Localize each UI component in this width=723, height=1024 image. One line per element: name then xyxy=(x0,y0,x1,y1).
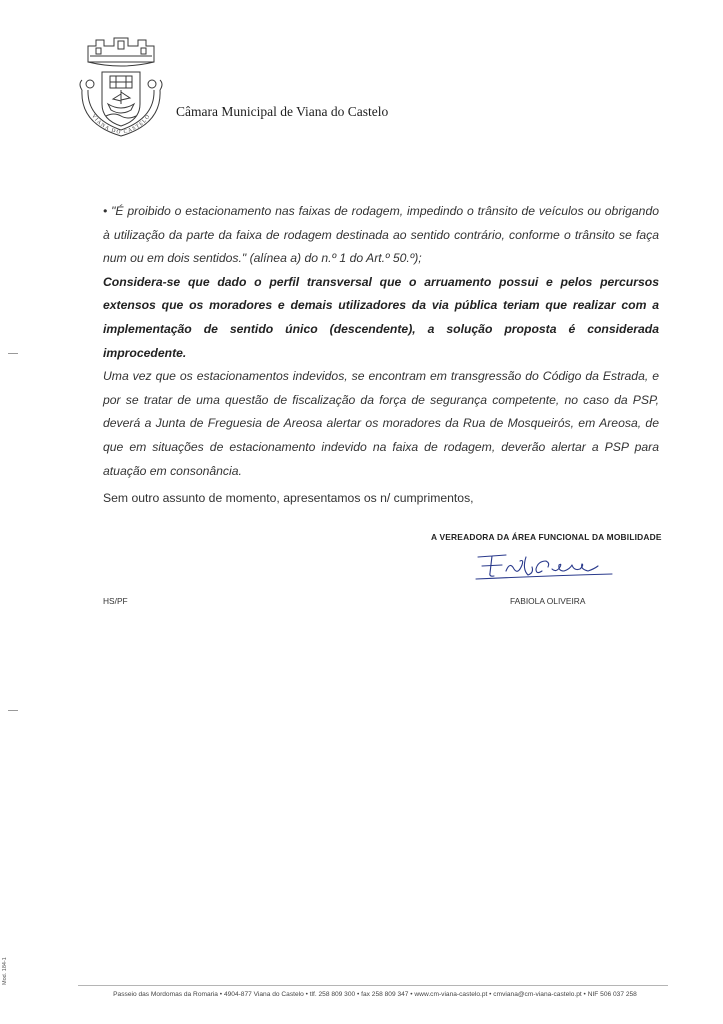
svg-text:VIANA DO CASTELO xyxy=(90,113,152,136)
form-code: Mod. 184-1 xyxy=(2,957,8,985)
municipality-name: Câmara Municipal de Viana do Castelo xyxy=(176,104,389,119)
fold-mark-top xyxy=(8,353,18,354)
paragraph-recommendation: Uma vez que os estacionamentos indevidos, se encontram em transgressão do Código da Estrada, e por se tratar de uma questão de fiscalização da força de segurança competente, no caso da PSP, deverá a Junta de Freguesia de Areosa alertar os moradores da Rua de Mosqueirós, em Areosa, de que em situações de estacionamento indevido na faixa de rodagem, deverão alertar a PSP para atuação em consonância. xyxy=(103,369,659,478)
paragraph-conclusion: Considera-se que dado o perfil transversal que o arruamento possui e pelos percursos extensos que os moradores e demais utilizadores da via pública teriam que realizar com a implementação de sentido único (descendente), a solução proposta é considerada improcedente. xyxy=(103,274,659,360)
signatory-name: FABIOLA OLIVEIRA xyxy=(510,596,586,606)
fold-mark-bottom xyxy=(8,710,18,711)
footer-divider xyxy=(78,985,668,986)
footer-contact-info: Passeio das Mordomas da Romaria • 4904-877 Viana do Castelo • tlf. 258 809 300 • fax 258 809 347 • www.cm-viana-castelo.pt • cmviana@cm-viana-castelo.pt • NIF 506 037 258 xyxy=(113,991,637,998)
handwritten-signature xyxy=(472,549,622,583)
crest-motto: VIANA DO CASTELO xyxy=(90,113,152,137)
paragraph-legal-quote: • "É proibido o estacionamento nas faixas de rodagem, impedindo o trânsito de veículos ou obrigando à utilização da parte da faixa de rodagem destinada ao sentido contrário, conforme o trânsito se faça num ou em dois sentidos." (alínea a) do n.º 1 do Art.º 50.º); xyxy=(103,204,659,266)
reference-initials: HS/PF xyxy=(103,596,128,606)
letter-body xyxy=(103,200,659,483)
municipal-crest-logo xyxy=(76,32,166,144)
closing-line: Sem outro assunto de momento, apresentamos os n/ cumprimentos, xyxy=(103,491,474,505)
signatory-role: A VEREADORA DA ÁREA FUNCIONAL DA MOBILIDADE xyxy=(431,532,662,542)
